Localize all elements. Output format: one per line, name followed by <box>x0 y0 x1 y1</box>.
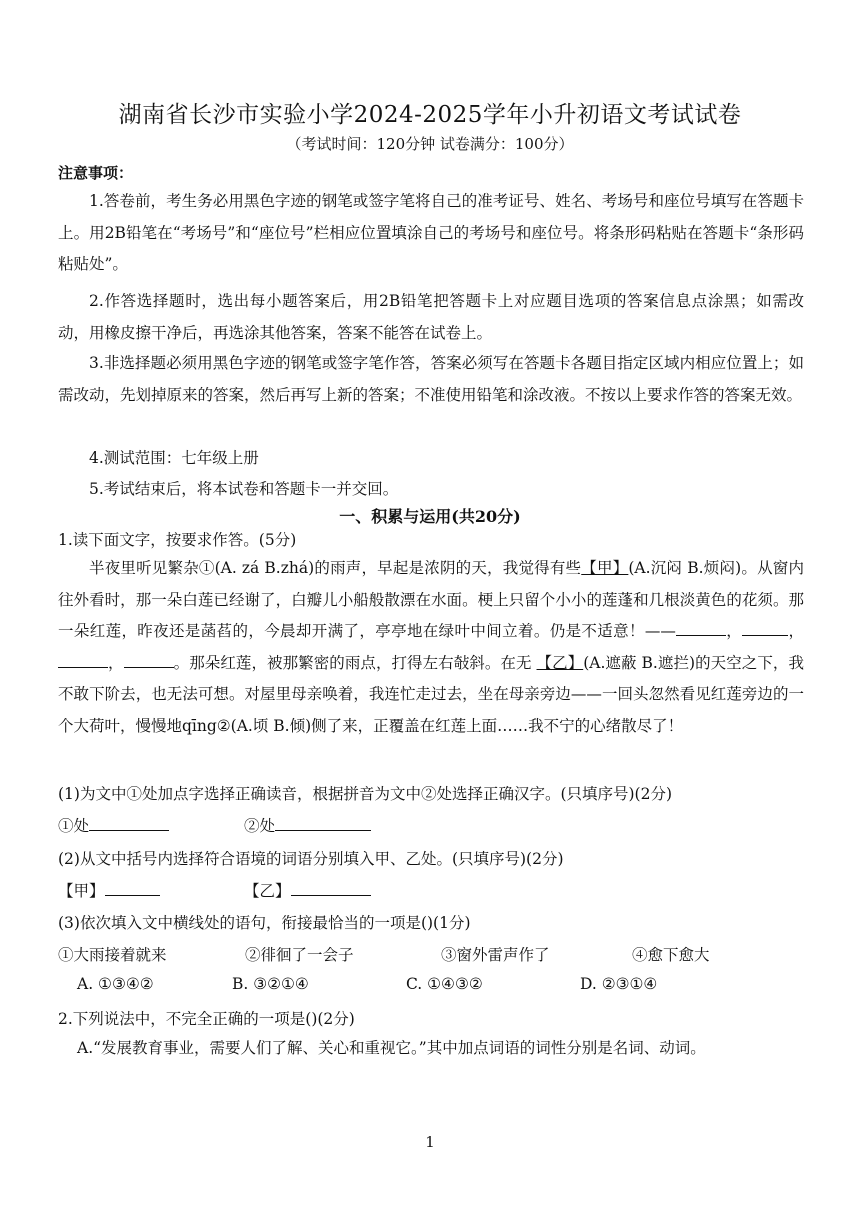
notice-item-1: 1.答卷前，考生务必用黑色字迹的钢笔或签字笔将自己的准考证号、姓名、考场号和座位号填写在答题卡上。用2B铅笔在“考场号”和“座位号”栏相应位置填涂自己的考场号和座位号。将条形码粘贴在答题卡“条形码粘贴处”。 <box>58 192 804 273</box>
passage-part-4: (A.遮蔽 B.遮拦)的天空之下，我不敢下阶去，也无法可想。对屋里母亲唤着，我连忙走过去，坐在母亲旁边——一回头忽然看见红莲旁边的一个大荷叶，慢慢地qīng②(A.顷 B.倾)侧了来，正覆盖在红莲上面……我不宁的心绪散尽了！ <box>58 653 804 735</box>
notice-item-5: 5.考试结束后，将本试卷和答题卡一并交回。 <box>89 480 399 498</box>
sentence-3: ③窗外雷声作了 <box>441 946 550 964</box>
passage-underline-3 <box>58 651 108 668</box>
passage-part-1: 半夜里听见繁杂①(A. zá B.zhá)的雨声，早起是浓阴的天，我觉得有些 <box>89 559 582 577</box>
blank-row-yi <box>244 879 371 901</box>
blank-label-jia: 【甲】 <box>58 882 105 900</box>
question-2-stem: 2.下列说法中，不完全正确的一项是()(2分) <box>58 1010 355 1028</box>
passage-part-3: 。那朵红莲，被那繁密的雨点，打得左右敧斜。在无 <box>173 653 537 672</box>
question-1-passage <box>58 553 804 742</box>
passage-blank-yi: 【乙】 <box>536 653 584 672</box>
blank-row-1 <box>58 814 169 836</box>
passage-underline-1 <box>676 619 726 636</box>
passage-part-2: (A.沉闷 B.烦闷)。从窗内往外看时，那一朵白莲已经谢了，白瓣儿小船般散漂在水面。梗上只留个小小的莲蓬和几根淡黄色的花须。那一朵红莲，昨夜还是菡萏的，今晨却开满了，亭亭地在绿叶中间立着。仍是不适意！—— <box>58 559 805 640</box>
sentence-4: ④愈下愈大 <box>632 946 710 964</box>
question-1-sub-3: (3)依次填入文中横线处的语句，衔接最恰当的一项是()(1分) <box>58 914 471 932</box>
question-1-sub-1: (1)为文中①处加点字选择正确读音，根据拼音为文中②处选择正确汉字。(只填序号)(2分) <box>58 785 673 803</box>
blank-label-2: ②处 <box>244 817 276 835</box>
notice-item-4: 4.测试范围：七年级上册 <box>89 449 259 467</box>
passage-comma-3: ， <box>108 653 124 672</box>
passage-underline-4 <box>124 651 174 668</box>
exam-title: 湖南省长沙市实验小学2024-2025学年小升初语文考试试卷 <box>118 102 742 128</box>
question-2-option-a: A.“发展教育事业，需要人们了解、关心和重视它。”其中加点词语的词性分别是名词、动词。 <box>77 1039 706 1057</box>
answer-blank-yi[interactable] <box>291 879 371 896</box>
notice-item-2: 2.作答选择题时，选出每小题答案后，用2B铅笔把答题卡上对应题目选项的答案信息点涂黑；如需改动，用橡皮擦干净后，再选涂其他答案，答案不能答在试卷上。 <box>58 292 804 342</box>
option-c: C. ①④③② <box>406 975 483 993</box>
blank-label-1: ①处 <box>58 817 90 835</box>
answer-blank-jia[interactable] <box>105 879 160 896</box>
notice-item-3: 3.非选择题必须用黑色字迹的钢笔或签字笔作答，答案必须写在答题卡各题目指定区域内相应位置上；如需改动，先划掉原来的答案，然后再写上新的答案；不准使用铅笔和涂改液。不按以上要求作答的答案无效。 <box>58 354 804 404</box>
passage-comma-1: ， <box>725 622 743 640</box>
page-number: 1 <box>425 1133 435 1151</box>
section-heading: 一、积累与运用(共20分) <box>339 507 521 526</box>
answer-blank-2[interactable] <box>275 814 371 831</box>
option-d: D. ②③①④ <box>580 975 658 993</box>
question-1-stem: 1.读下面文字，按要求作答。(5分) <box>58 531 297 549</box>
sentence-2: ②徘徊了一会子 <box>245 946 354 964</box>
option-a: A. ①③④② <box>77 975 154 993</box>
passage-underline-2 <box>742 619 788 636</box>
sentence-1: ①大雨接着就来 <box>58 946 167 964</box>
blank-label-yi: 【乙】 <box>244 882 291 900</box>
notice-heading: 注意事项： <box>58 164 134 182</box>
answer-blank-1[interactable] <box>89 814 169 831</box>
blank-row-jia <box>58 879 160 901</box>
exam-subtitle: （考试时间：120分钟 试卷满分：100分） <box>286 135 574 153</box>
question-1-sub-2: (2)从文中括号内选择符合语境的词语分别填入甲、乙处。(只填序号)(2分) <box>58 850 564 868</box>
blank-row-2 <box>244 814 371 836</box>
passage-comma-2: ， <box>788 622 804 640</box>
option-b: B. ③②①④ <box>232 975 309 993</box>
passage-blank-jia: 【甲】 <box>581 559 629 577</box>
